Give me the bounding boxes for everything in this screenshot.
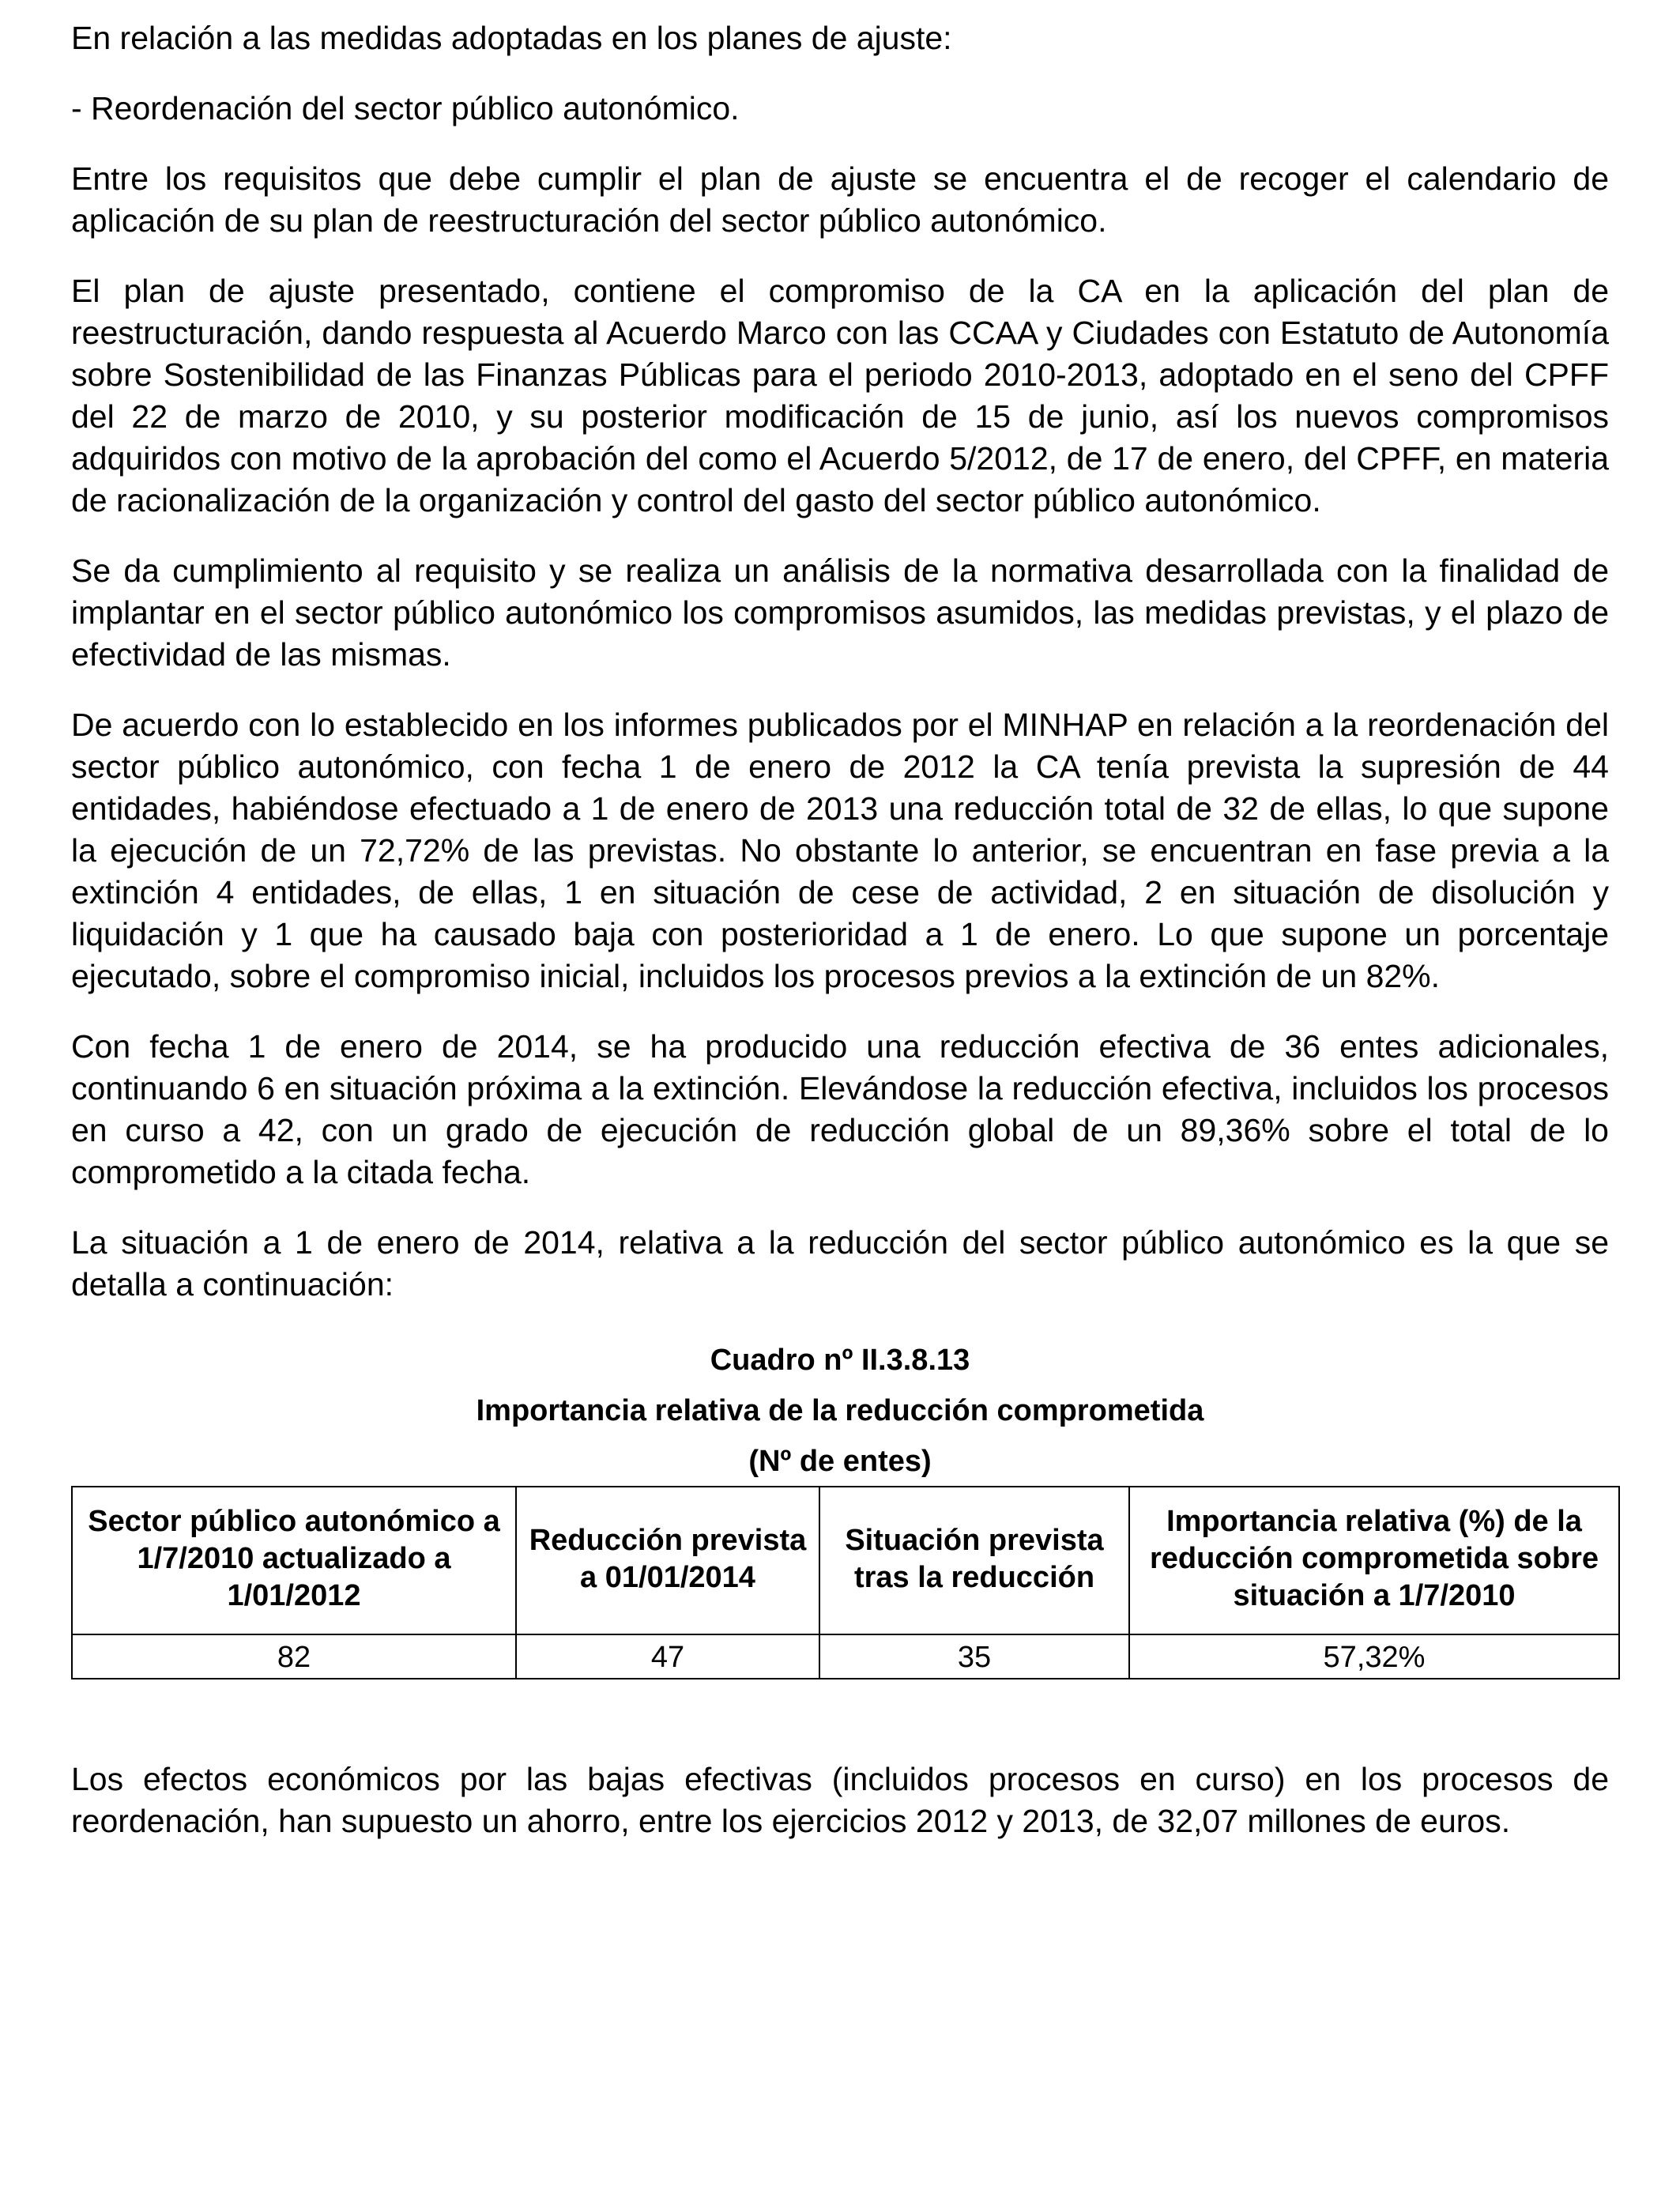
reduction-2014-paragraph: Con fecha 1 de enero de 2014, se ha producido una reducción efectiva de 36 entes adicionales, continuando 6 en situación próxima a la extinción. Elevándose la reducción efectiva, incluidos los procesos en curso a 42, con un grado de ejecución de reducción global de un 89,36% sobre el total de lo comprometido a la citada fecha. [71,1028,1609,1190]
situation-paragraph: La situación a 1 de enero de 2014, relativa a la reducción del sector público autonómico es la que se detalla a continuación: [71,1224,1609,1302]
table-title: Importancia relativa de la reducción comprometida [476,1394,1204,1427]
cell-situation: 35 [819,1634,1129,1679]
header-sector: Sector público autonómico a 1/7/2010 actualizado a 1/01/2012 [72,1487,516,1634]
header-situation: Situación prevista tras la reducción [819,1487,1129,1634]
document-page [71,17,1609,1871]
table-unit: (Nº de entes) [748,1445,932,1478]
measure-item: - Reordenación del sector público autonómico. [71,90,740,126]
reduction-table [71,1486,1620,1679]
plan-paragraph: El plan de ajuste presentado, contiene el compromiso de la CA en la aplicación del plan de reestructuración, dando respuesta al Acuerdo Marco con las CCAA y Ciudades con Estatuto de Autonomía sobre Sostenibilidad de las Finanzas Públicas para el periodo 2010-2013, adoptado en el seno del CPFF del 22 de marzo de 2010, y su posterior modificación de 15 de junio, así los nuevos compromisos adquiridos con motivo de la aprobación del como el Acuerdo 5/2012, de 17 de enero, del CPFF, en materia de racionalización de la organización y control del gasto del sector público autonómico. [71,273,1609,518]
intro-paragraph: En relación a las medidas adoptadas en los planes de ajuste: [71,20,952,56]
cell-reduction: 47 [516,1634,819,1679]
requirements-paragraph: Entre los requisitos que debe cumplir el plan de ajuste se encuentra el de recoger el calendario de aplicación de su plan de reestructuración del sector público autonómico. [71,160,1609,239]
table-row [72,1634,1619,1679]
table-header-row [72,1487,1619,1634]
compliance-paragraph: Se da cumplimiento al requisito y se realiza un análisis de la normativa desarrollada con la finalidad de implantar en el sector público autonómico los compromisos asumidos, las medidas previstas, y el plazo de efectividad de las mismas. [71,552,1609,673]
table-caption-block [71,1342,1609,1480]
minhap-paragraph: De acuerdo con lo establecido en los informes publicados por el MINHAP en relación a la reordenación del sector público autonómico, con fecha 1 de enero de 2012 la CA tenía prevista la supresión de 44 entidades, habiéndose efectuado a 1 de enero de 2013 una reducción total de 32 de ellas, lo que supone la ejecución de un 72,72% de las previstas. No obstante lo anterior, se encuentran en fase previa a la extinción 4 entidades, de ellas, 1 en situación de cese de actividad, 2 en situación de disolución y liquidación y 1 que ha causado baja con posterioridad a 1 de enero. Lo que supone un porcentaje ejecutado, sobre el compromiso inicial, incluidos los procesos previos a la extinción de un 82%. [71,707,1609,994]
header-importance: Importancia relativa (%) de la reducción comprometida sobre situación a 1/7/2010 [1129,1487,1619,1634]
header-reduction: Reducción prevista a 01/01/2014 [516,1487,819,1634]
table-number: Cuadro nº II.3.8.13 [710,1344,970,1377]
cell-sector: 82 [72,1634,516,1679]
cell-importance: 57,32% [1129,1634,1619,1679]
savings-paragraph: Los efectos económicos por las bajas efectivas (incluidos procesos en curso) en los procesos de reordenación, han supuesto un ahorro, entre los ejercicios 2012 y 2013, de 32,07 millones de euros. [71,1761,1609,1839]
